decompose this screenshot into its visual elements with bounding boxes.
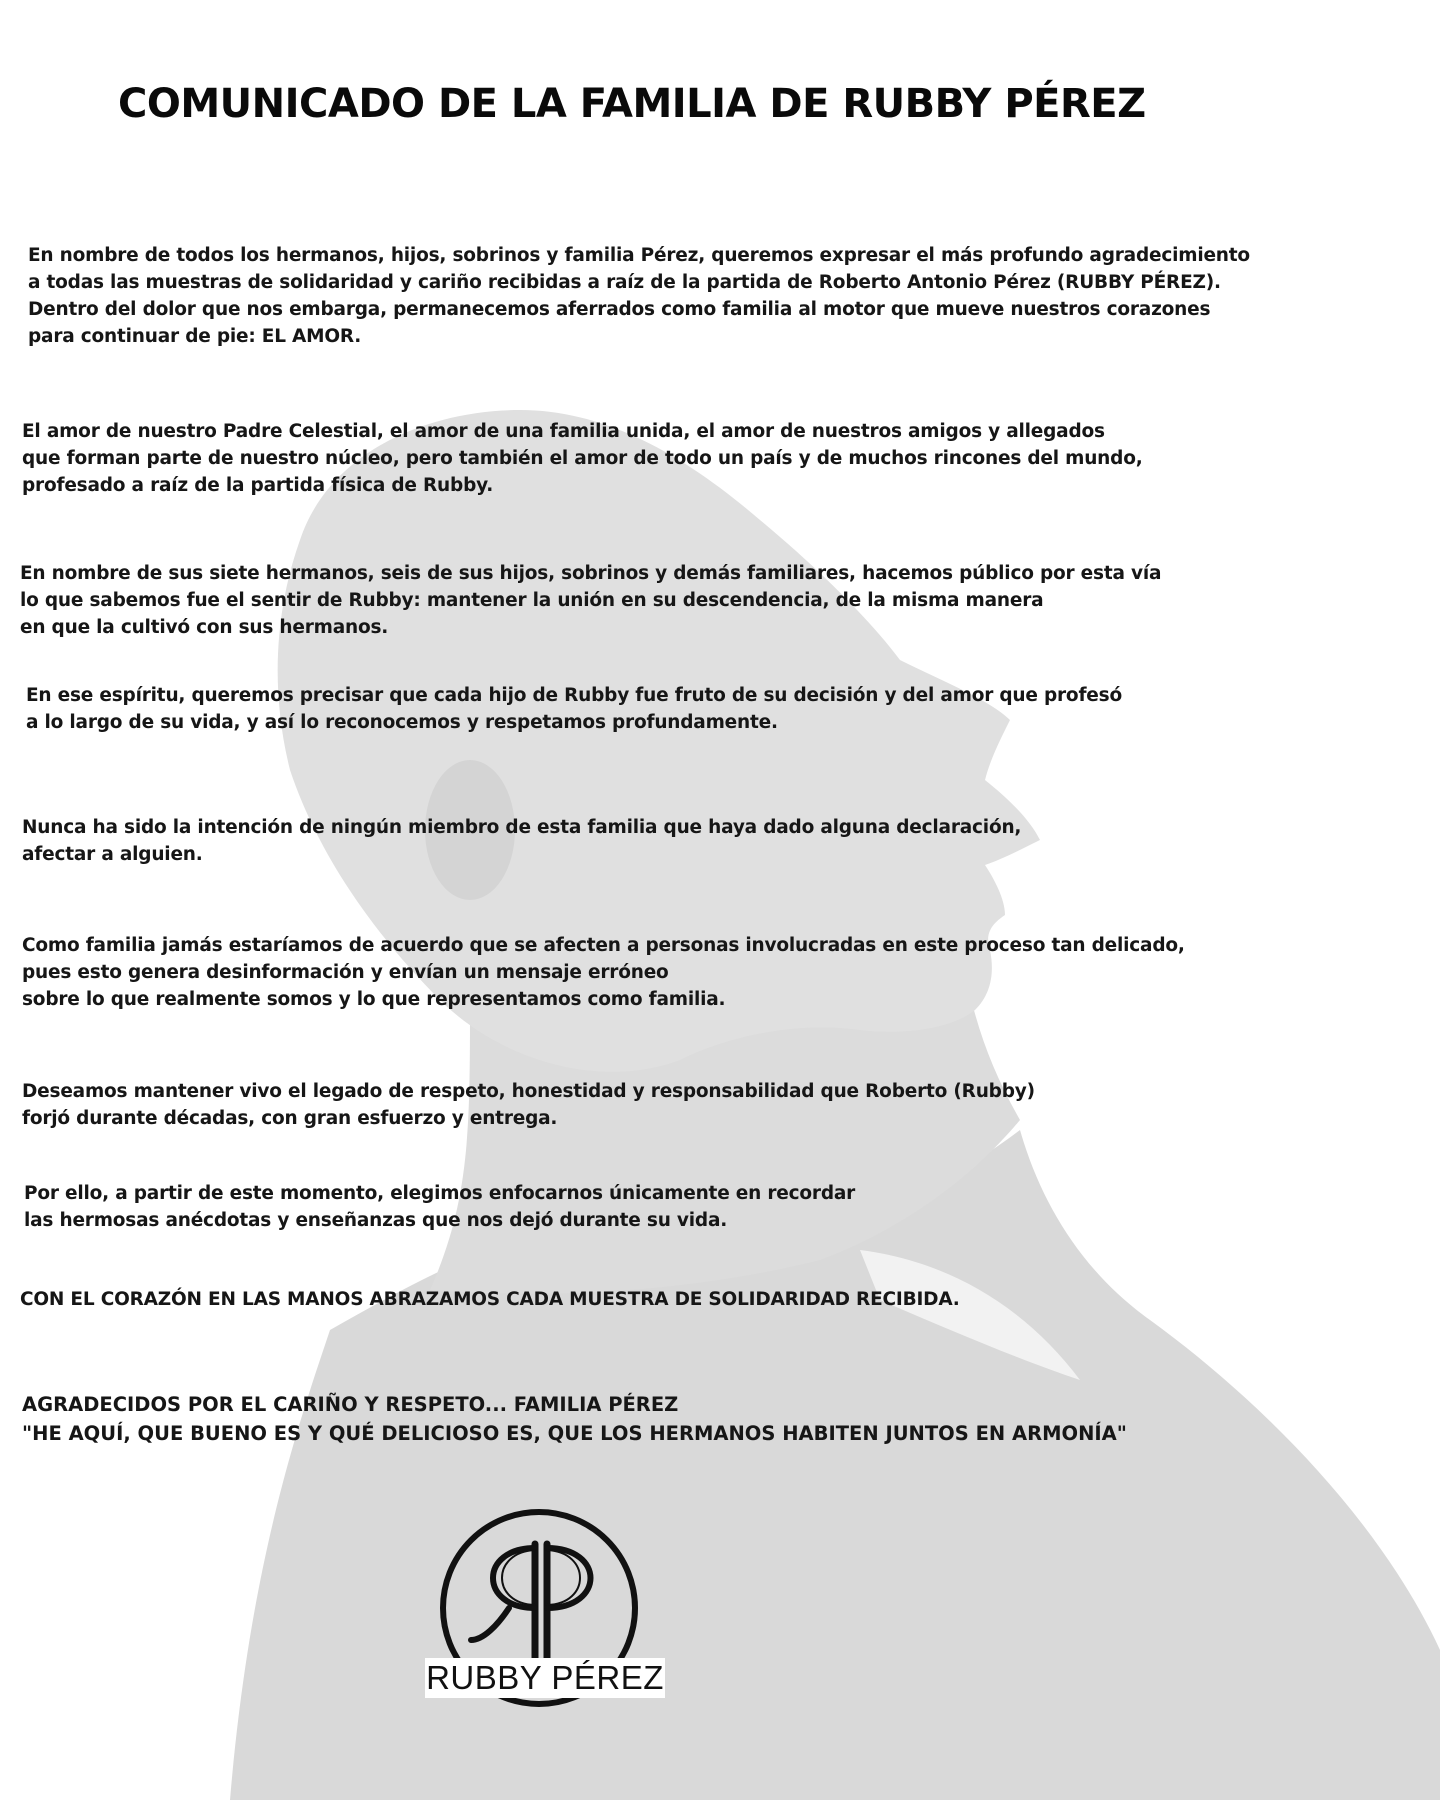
paragraph-line: a lo largo de su vida, y así lo reconocemos y respetamos profundamente.	[26, 712, 778, 733]
paragraph-line: Deseamos mantener vivo el legado de respeto, honestidad y responsabilidad que Roberto (Rubby)	[22, 1081, 1035, 1102]
paragraph-line: En ese espíritu, queremos precisar que cada hijo de Rubby fue fruto de su decisión y del amor que profesó	[26, 685, 1122, 706]
paragraph-line: En nombre de todos los hermanos, hijos, sobrinos y familia Pérez, queremos expresar el más profundo agradecimiento	[28, 245, 1250, 266]
paragraph-line: El amor de nuestro Padre Celestial, el amor de una familia unida, el amor de nuestros amigos y allegados	[22, 421, 1105, 442]
paragraph-line: Por ello, a partir de este momento, elegimos enfocarnos únicamente en recordar	[24, 1183, 856, 1204]
paragraph-line: profesado a raíz de la partida física de Rubby.	[22, 475, 494, 496]
statement-paragraph-5	[22, 814, 1021, 868]
statement-paragraph-4	[26, 682, 1122, 736]
statement-paragraph-7	[22, 1078, 1035, 1132]
logo-wordmark: RUBBY PÉREZ	[426, 1659, 664, 1696]
paragraph-line: que forman parte de nuestro núcleo, pero también el amor de todo un país y de muchos rincones del mundo,	[22, 448, 1143, 469]
statement-paragraph-6	[22, 932, 1185, 1013]
paragraph-line: Como familia jamás estaríamos de acuerdo que se afecten a personas involucradas en este proceso tan delicado,	[22, 935, 1185, 956]
statement-paragraph-3	[20, 560, 1161, 641]
paragraph-line: en que la cultivó con sus hermanos.	[20, 617, 389, 638]
paragraph-line: afectar a alguien.	[22, 844, 203, 865]
paragraph-line: CON EL CORAZÓN EN LAS MANOS ABRAZAMOS CADA MUESTRA DE SOLIDARIDAD RECIBIDA.	[20, 1289, 960, 1310]
statement-paragraph-1	[28, 242, 1250, 350]
rubby-perez-logo	[425, 1508, 665, 1738]
paragraph-line: a todas las muestras de solidaridad y cariño recibidas a raíz de la partida de Roberto Antonio Pérez (RUBBY PÉREZ).	[28, 272, 1221, 293]
paragraph-line: pues esto genera desinformación y envían un mensaje erróneo	[22, 962, 669, 983]
closing-signature	[22, 1390, 1127, 1448]
page-title: COMUNICADO DE LA FAMILIA DE RUBBY PÉREZ	[118, 81, 1146, 127]
paragraph-line: para continuar de pie: EL AMOR.	[28, 326, 362, 347]
paragraph-line: forjó durante décadas, con gran esfuerzo y entrega.	[22, 1108, 558, 1129]
statement-paragraph-8	[24, 1180, 855, 1234]
paragraph-line: Dentro del dolor que nos embarga, permanecemos aferrados como familia al motor que mueve nuestros corazones	[28, 299, 1211, 320]
closing-thanks: AGRADECIDOS POR EL CARIÑO Y RESPETO... FAMILIA PÉREZ	[22, 1393, 679, 1416]
paragraph-line: Nunca ha sido la intención de ningún miembro de esta familia que haya dado alguna declaración,	[22, 817, 1022, 838]
paragraph-line: En nombre de sus siete hermanos, seis de sus hijos, sobrinos y demás familiares, hacemos público por esta vía	[20, 563, 1162, 584]
closing-verse: "HE AQUÍ, QUE BUENO ES Y QUÉ DELICIOSO ES, QUE LOS HERMANOS HABITEN JUNTOS EN ARMONÍA"	[22, 1422, 1127, 1445]
statement-paragraph-2	[22, 418, 1143, 499]
paragraph-line: lo que sabemos fue el sentir de Rubby: mantener la unión en su descendencia, de la misma manera	[20, 590, 1044, 611]
paragraph-line: sobre lo que realmente somos y lo que representamos como familia.	[22, 989, 726, 1010]
paragraph-line: las hermosas anécdotas y enseñanzas que nos dejó durante su vida.	[24, 1210, 728, 1231]
statement-paragraph-9	[20, 1286, 960, 1313]
